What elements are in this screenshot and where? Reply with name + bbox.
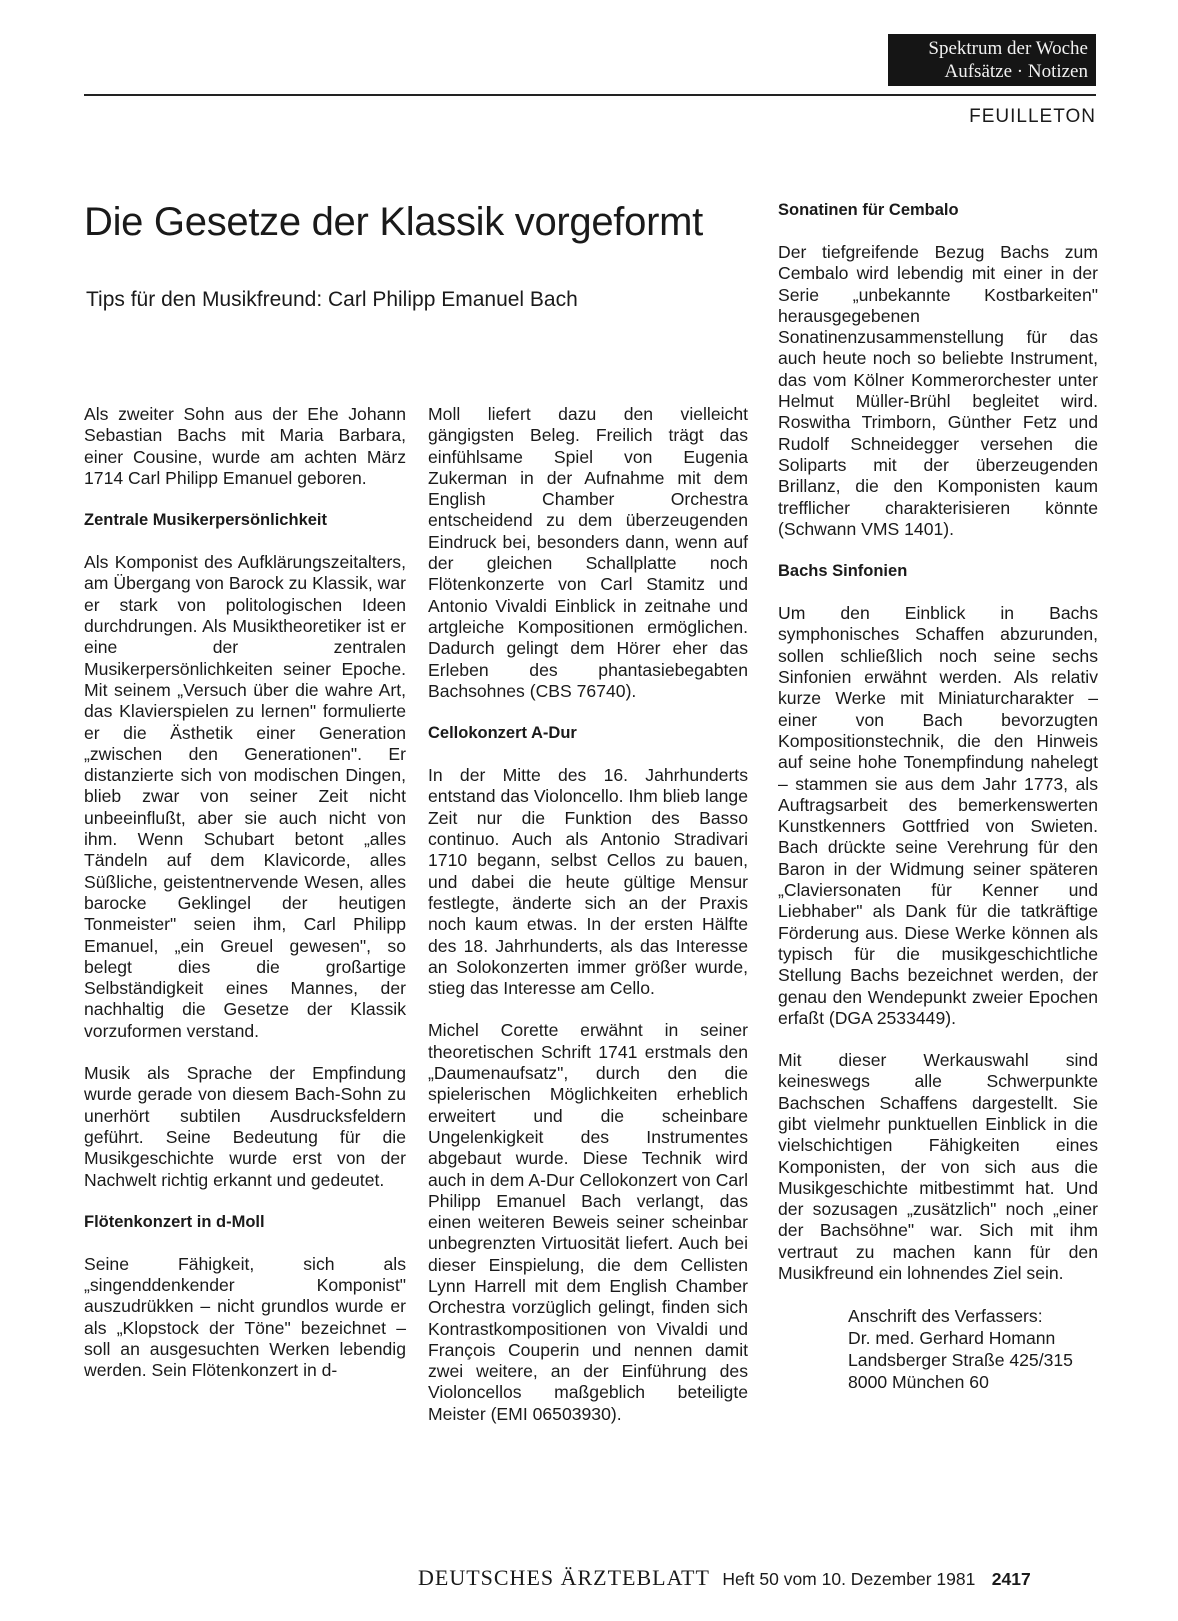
paragraph-zentrale: Als Komponist des Aufklärungszeitalters, am Übergang von Barock zu Klassik, war er stark von politologischen Ideen durchdrungen. Als Musiktheoretiker ist er eine der zentralen Musikerpersönlichkeiten seiner Epoche. Mit seinem „Versuch über die wahre Art, das Klavierspielen zu lernen" formulierte er die Ästhetik einer Generation „zwischen den Generationen". Er distanzierte sich von modischen Dingen, blieb zwar von seiner Zeit nicht unbeeinflußt, aber sie auch nicht von ihm. Wenn Schubart betont „alles Tändeln auf dem Klavicorde, alles Süßliche, geistentnervende Wesen, alles barocke Geklingel der heutigen Tonmeister" seien ihm, Carl Philipp Emanuel, „ein Greuel gewesen", so belegt dies die großartige Selbständigkeit eines Mannes, der nachhaltig die Gesetze der Klassik vorzuformen verstand. — [84, 552, 406, 1041]
badge-line-2: Aufsätze · Notizen — [944, 61, 1088, 82]
paragraph-sonatinen: Der tiefgreifende Bezug Bachs zum Cembalo wird lebendig mit einer in der Serie „unbekannte Kostbarkeiten" herausgegebenen Sonatinenzusammenstellung für das auch heute noch so beliebte Instrument, das vom Kölner Kommerorchester unter Helmut Müller-Brühl begleitet wird. Roswitha Trimborn, Günther Fetz und Rudolf Schneidegger versehen die Soliparts mit der überzeugenden Brillanz, die den Komponisten kaum trefflicher charakterisieren könnte (Schwann VMS 1401). — [778, 242, 1098, 539]
address-line: Anschrift des Verfassers: — [848, 1306, 1043, 1327]
paragraph-sinfonien: Um den Einblick in Bachs symphonisches Schaffen abzurunden, sollen schließlich noch seine sechs Sinfonien erwähnt werden. Als relativ kurze Werke mit Miniaturcharakter – einer von Bach bevorzugten Kompositionstechnik, die den Hinweis auf seine hohe Tonempfindung nahelegt – stammen sie aus dem Jahr 1773, als Auftragsarbeit des bemerkenswerten Kunstkenners Gottfried von Swieten. Bach drückte seine Verehrung für den Baron in der Widmung seiner späteren „Claviersonaten für Kenner und Liebhaber" als Dank für die tatkräftige Förderung aus. Diese Werke können als typisch für die musikgeschichtliche Stellung Bachs bezeichnet werden, der genau den Wendepunkt zweier Epochen erfaßt (DGA 2533449). — [778, 603, 1098, 1028]
address-line: Landsberger Straße 425/315 — [848, 1350, 1073, 1371]
publication-name: DEUTSCHES ÄRZTEBLATT — [418, 1565, 710, 1590]
heading-sonatinen: Sonatinen für Cembalo — [778, 201, 959, 219]
page-number: 2417 — [991, 1569, 1031, 1589]
paragraph-musik: Musik als Sprache der Empfindung wurde gerade von diesem Bach-Sohn zu unerhört subtilen Ausdrucksfeldern geführt. Seine Bedeutung für die Musikgeschichte wurde erst von der Nachwelt richtig erkannt und gedeutet. — [84, 1063, 406, 1190]
column-2 — [428, 404, 748, 1446]
paragraph-moll: Moll liefert dazu den vielleicht gängigsten Beleg. Freilich trägt das einfühlsame Spiel von Eugenia Zukerman in der Aufnahme mit dem English Chamber Orchestra entscheidend zu dem überzeugenden Eindruck bei, besonders dann, wenn auf der gleichen Schallplatte noch Flötenkonzerte von Carl Stamitz und Antonio Vivaldi Einblick in zeitnahe und artgleiche Kompositionen ermöglichen. Dadurch gelingt dem Hörer eher das Erleben des phantasiebegabten Bachsohnes (CBS 76740). — [428, 404, 748, 701]
header-rule — [84, 94, 1096, 96]
column-3 — [778, 200, 1098, 1393]
author-address — [778, 1305, 1098, 1393]
section-label: FEUILLETON — [969, 106, 1096, 127]
paragraph-floete: Seine Fähigkeit, sich als „singenddenkender Komponist" auszudrükken – nicht grundlos wurde er als „Klopstock der Töne" bezeichnet – soll an ausgesuchten Werken lebendig werden. Sein Flötenkonzert in d- — [84, 1253, 406, 1381]
article-subtitle: Tips für den Musikfreund: Carl Philipp Emanuel Bach — [86, 288, 578, 311]
badge-line-1: Spektrum der Woche — [928, 38, 1088, 59]
article-title: Die Gesetze der Klassik vorgeformt — [84, 200, 703, 244]
section-badge — [888, 34, 1096, 86]
column-1 — [84, 404, 406, 1403]
heading-zentrale: Zentrale Musikerpersönlichkeit — [84, 511, 327, 530]
intro-paragraph: Als zweiter Sohn aus der Ehe Johann Sebastian Bachs mit Maria Barbara, einer Cousine, wurde am achten März 1714 Carl Philipp Emanuel geboren. — [84, 404, 406, 488]
issue-info: Heft 50 vom 10. Dezember 1981 — [722, 1569, 976, 1589]
paragraph-corette: Michel Corette erwähnt in seiner theoretischen Schrift 1741 erstmals den „Daumenaufsatz", durch den die spielerischen Möglichkeiten erheblich erweitert und die scheinbare Ungelenkigkeit des Instrumentes abgebaut wurde. Diese Technik wird auch in dem A-Dur Cellokonzert von Carl Philipp Emanuel Bach verlangt, das einen weiteren Beweis seiner scheinbar unbegrenzten Virtuosität liefert. Auch bei dieser Einspielung, die dem Cellisten Lynn Harrell mit dem English Chamber Orchestra vorzüglich gelingt, finden sich Kontrastkompositionen von Vivaldi und François Couperin und nennen damit zwei weitere, an der Einführung des Violoncellos maßgeblich beteiligte Meister (EMI 06503930). — [428, 1020, 748, 1424]
paragraph-schluss: Mit dieser Werkauswahl sind keineswegs alle Schwerpunkte Bachschen Schaffens dargestellt. Sie gibt vielmehr punktuellen Einblick in die vielschichtigen Fähigkeiten eines Komponisten, der von sich aus die Musikgeschichte mitbestimmt hat. Und der sozusagen „zusätzlich" noch „einer der Bachsöhne" war. Sich mit ihm vertraut zu machen kann für den Musikfreund ein lohnendes Ziel sein. — [778, 1050, 1098, 1284]
address-line: 8000 München 60 — [848, 1372, 989, 1393]
heading-sinfonien: Bachs Sinfonien — [778, 562, 908, 581]
heading-cello: Cellokonzert A-Dur — [428, 724, 577, 743]
address-line: Dr. med. Gerhard Homann — [848, 1328, 1056, 1349]
page-footer — [418, 1565, 1031, 1591]
heading-floete: Flötenkonzert in d-Moll — [84, 1212, 265, 1231]
paragraph-cello: In der Mitte des 16. Jahrhunderts entstand das Violoncello. Ihm blieb lange Zeit nur die Funktion des Basso continuo. Auch als Antonio Stradivari 1710 begann, selbst Cellos zu bauen, und dabei die heute gültige Mensur festlegte, änderte sich an der Praxis noch kaum etwas. In der ersten Hälfte des 18. Jahrhunderts, als das Interesse an Solokonzerten immer größer wurde, stieg das Interesse am Cello. — [428, 765, 748, 999]
